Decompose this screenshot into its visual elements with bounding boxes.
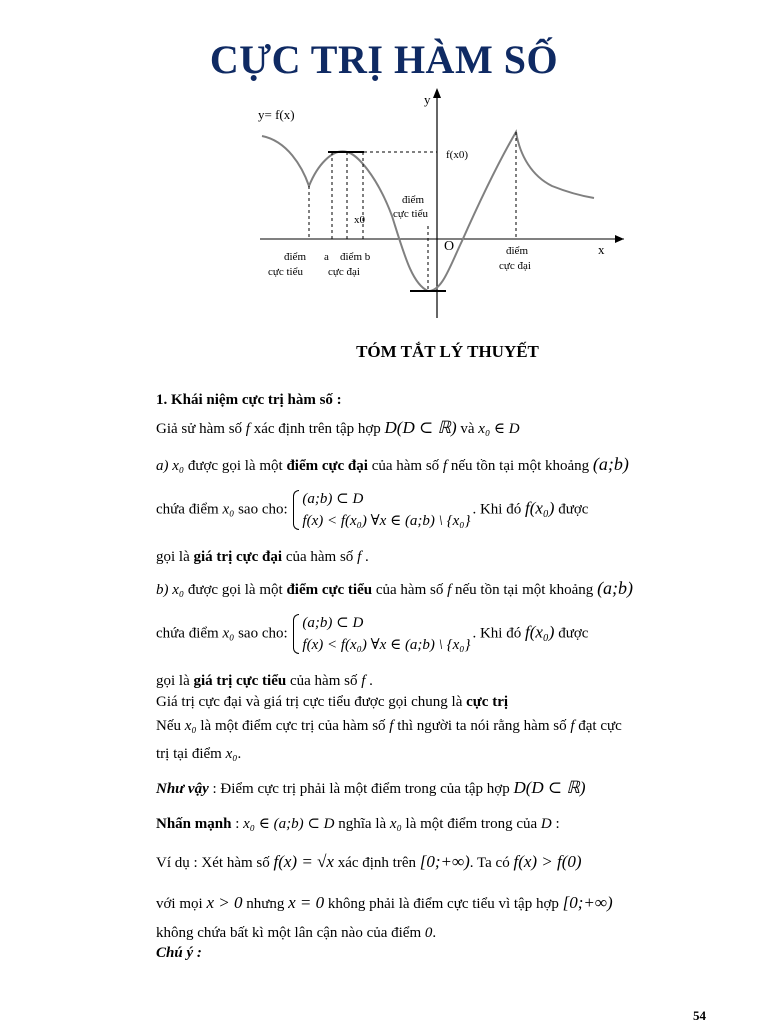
origin-label: O xyxy=(444,239,455,254)
x-axis-arrow xyxy=(615,235,624,243)
y-axis-label: y xyxy=(424,92,431,107)
y-axis-arrow xyxy=(433,88,441,98)
line-if-extremum: Nếu x₀ là một điểm cực trị của hàm số f thì người ta nói rằng hàm số f đạt cực xyxy=(156,718,622,734)
function-curve xyxy=(262,132,594,291)
line-b-value: gọi là giá trị cực tiểu của hàm số f . xyxy=(156,673,373,689)
max-label-2: cực đại xyxy=(328,266,360,278)
fx0-label: f(x0) xyxy=(446,149,468,161)
x-axis-label: x xyxy=(598,242,605,257)
line-note: Chú ý : xyxy=(156,945,202,961)
line-a-value: gọi là giá trị cực đại của hàm số f . xyxy=(156,549,369,565)
page-number: 54 xyxy=(693,1008,706,1023)
right-max-label-1: điểm xyxy=(506,245,528,257)
func-label: y= f(x) xyxy=(258,107,295,122)
right-max-label-2: cực đại xyxy=(499,260,531,272)
line-neighborhood: không chứa bất kì một lân cận nào của điểm 0. xyxy=(156,925,437,941)
line-b-system: chứa điểm x₀ sao cho: (a;b) ⊂ D f(x) < f(x₀) ∀x ∈ (a;b) \ {x₀} . Khi đó f(x₀) được xyxy=(156,612,588,656)
extremum-graph xyxy=(252,86,624,322)
system-a: (a;b) ⊂ D f(x) < f(x₀) ∀x ∈ (a;b) \ {x₀} xyxy=(293,488,470,532)
x0-label: x0 xyxy=(354,214,365,226)
left-min-label-2: cực tiểu xyxy=(268,266,303,278)
heading-definition: 1. Khái niệm cực trị hàm số : xyxy=(156,392,342,408)
line-example: Ví dụ : Xét hàm số f(x) = √x xác định trên [0;+∞). Ta có f(x) > f(0) xyxy=(156,852,582,871)
max-label-1: điểm b xyxy=(340,251,371,263)
line-a-system: chứa điểm x₀ sao cho: (a;b) ⊂ D f(x) < f(x₀) ∀x ∈ (a;b) \ {x₀} . Khi đó f(x₀) được xyxy=(156,488,588,532)
system-b: (a;b) ⊂ D f(x) < f(x₀) ∀x ∈ (a;b) \ {x₀} xyxy=(293,612,470,656)
mid-min-label-2: cực tiểu xyxy=(393,208,428,220)
mid-min-label-1: điểm xyxy=(402,194,424,206)
page-title: CỰC TRỊ HÀM SỐ xyxy=(209,37,559,82)
line-example-cont: với mọi x > 0 nhưng x = 0 không phải là điểm cực tiểu vì tập hợp [0;+∞) xyxy=(156,893,613,912)
line-assumption: Giả sử hàm số f xác định trên tập hợp D(D ⊂ ℝ) và x₀ ∈ D xyxy=(156,418,520,437)
line-a-definition: a) x₀ được gọi là một điểm cực đại của hàm số f nếu tồn tại một khoảng (a;b) xyxy=(156,454,629,474)
line-b-definition: b) x₀ được gọi là một điểm cực tiểu của hàm số f nếu tồn tại một khoảng (a;b) xyxy=(156,578,634,598)
line-emphasis: Nhấn mạnh : x₀ ∈ (a;b) ⊂ D nghĩa là x₀ là một điểm trong của D : xyxy=(156,816,560,832)
left-min-label-1: điểm xyxy=(284,251,306,263)
line-extremum-general: Giá trị cực đại và giá trị cực tiểu được gọi chung là cực trị xyxy=(156,694,509,710)
line-thus: Như vậy : Điểm cực trị phải là một điểm trong của tập hợp D(D ⊂ ℝ) xyxy=(156,778,586,797)
line-at-point: trị tại điểm x₀. xyxy=(156,746,242,762)
a-label: a xyxy=(324,251,329,263)
section-title: TÓM TẮT LÝ THUYẾT xyxy=(356,342,539,361)
